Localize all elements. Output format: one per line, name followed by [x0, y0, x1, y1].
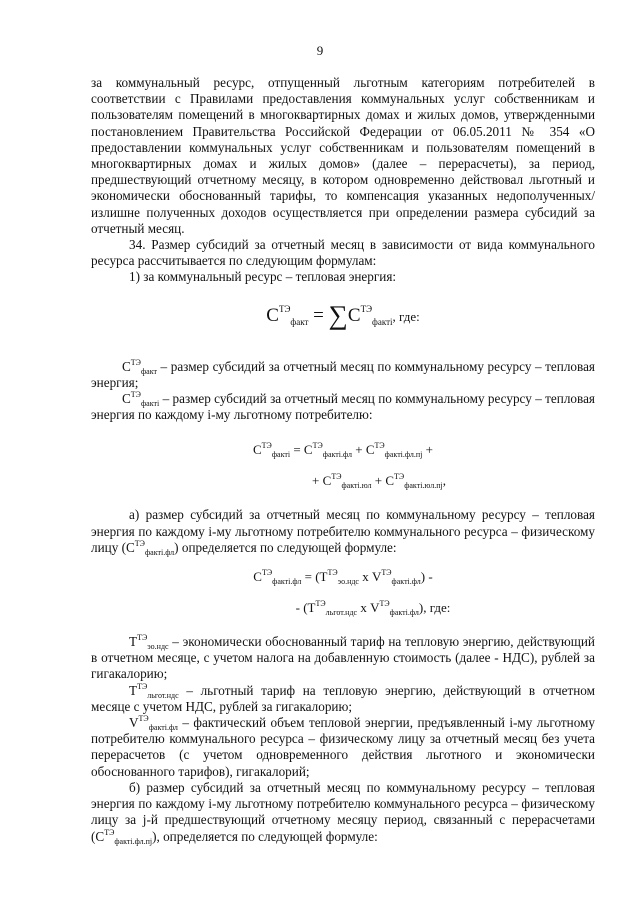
- definition-c-fact-i: $С^{ТЭ}_{факті}$ – размер субсидий за отчетный месяц по коммунальному ресурсу – тепловая энергия по каждому i-му льготному потребителю:: [91, 390, 595, 423]
- definition-tariff-economic: $Т^{ТЭ}_{эо.ндс}$ – экономически обоснованный тариф на тепловую энергию, действующий в отчетном месяце, с учетом налога на добавленную стоимость (далее - НДС), рублей за гигакалорию;: [91, 633, 595, 682]
- definition-volume: $V^{ТЭ}_{факті.фл}$ – фактический объем тепловой энергии, предъявленный i-му льготному потребителю коммунального ресурса – физическому лицу за отчетный месяц без учета перерасчетов (с учетом одновременного действия льготного и экономически обоснованного тарифов), гигакалорий;: [91, 714, 595, 779]
- intro-paragraph: за коммунальный ресурс, отпущенный льготным категориям потребителей в соответствии с Правилами предоставления коммунальных услуг собственникам и пользователям помещений в многоквартирных домах и жилых домов, утвержденными постановлением Правительства Российской Федерации от 06.05.2011 № 354 «О предоставлении коммунальных услуг собственникам и пользователям помещений в многоквартирных домах и жилых домов» (далее – перерасчеты), за период, предшествующий отчетному месяцу, в котором одновременно действовал льготный и экономически обоснованный тарифы, то компенсация указанных недополученных/излишне полученных доходов осуществляется при определении размера субсидий за отчетный месяц.: [91, 75, 595, 236]
- formula-subsidy-per-consumer-line1: $С^{ТЭ}_{факті} = С^{ТЭ}_{факті.фл} + С^{ТЭ}_{факті.фл.пj}$ +: [253, 441, 433, 460]
- document-body: [91, 75, 595, 845]
- formula-individual-line2: - ($Т^{ТЭ}_{льгот.ндс}$ х $V^{ТЭ}_{факті.фл}$), где:: [295, 599, 451, 618]
- page-number: 9: [316, 43, 324, 58]
- paragraph-b: б) размер субсидий за отчетный месяц по коммунальному ресурсу – тепловая энергия по каждому i-му льготному потребителю коммунального ресурса – физическому лицу за j-й предшествующий отчетному месяцу период, связанный с перерасчетами $(С^{ТЭ}_{факті.фл.пj})$, определяется по следующей формуле:: [91, 779, 595, 846]
- definition-tariff-preferential: $Т^{ТЭ}_{льгот.ндс}$ – льготный тариф на тепловую энергию, действующий в отчетном месяце с учетом НДС, рублей за гигакалорию;: [91, 681, 595, 714]
- formula-total-subsidy: $С^{ТЭ}_{факт} = \sum С^{ТЭ}_{факті}$, где:: [266, 299, 420, 330]
- item-1-heat-energy: 1) за коммунальный ресурс – тепловая энергия:: [129, 269, 397, 285]
- section-34: 34. Размер субсидий за отчетный месяц в зависимости от вида коммунального ресурса рассчитывается по следующим формулам:: [91, 237, 595, 269]
- definition-c-fact: $С^{ТЭ}_{факт}$ – размер субсидий за отчетный месяц по коммунальному ресурсу – тепловая энергия;: [91, 357, 595, 390]
- formula-subsidy-per-consumer-line2: + $С^{ТЭ}_{факті.юл} + С^{ТЭ}_{факті.юл.пj}$,: [312, 472, 446, 491]
- formula-individual-line1: $С^{ТЭ}_{факті.фл} = (Т^{ТЭ}_{эо.ндс}$ х $V^{ТЭ}_{факті.фл}$) -: [253, 568, 433, 587]
- sum-symbol: ∑: [328, 299, 348, 330]
- paragraph-a: а) размер субсидий за отчетный месяц по коммунальному ресурсу – тепловая энергия по каждому i-му льготному потребителю коммунального ресурса – физическому лицу $(С^{ТЭ}_{факті.фл})$ определяется по следующей формуле:: [91, 507, 595, 557]
